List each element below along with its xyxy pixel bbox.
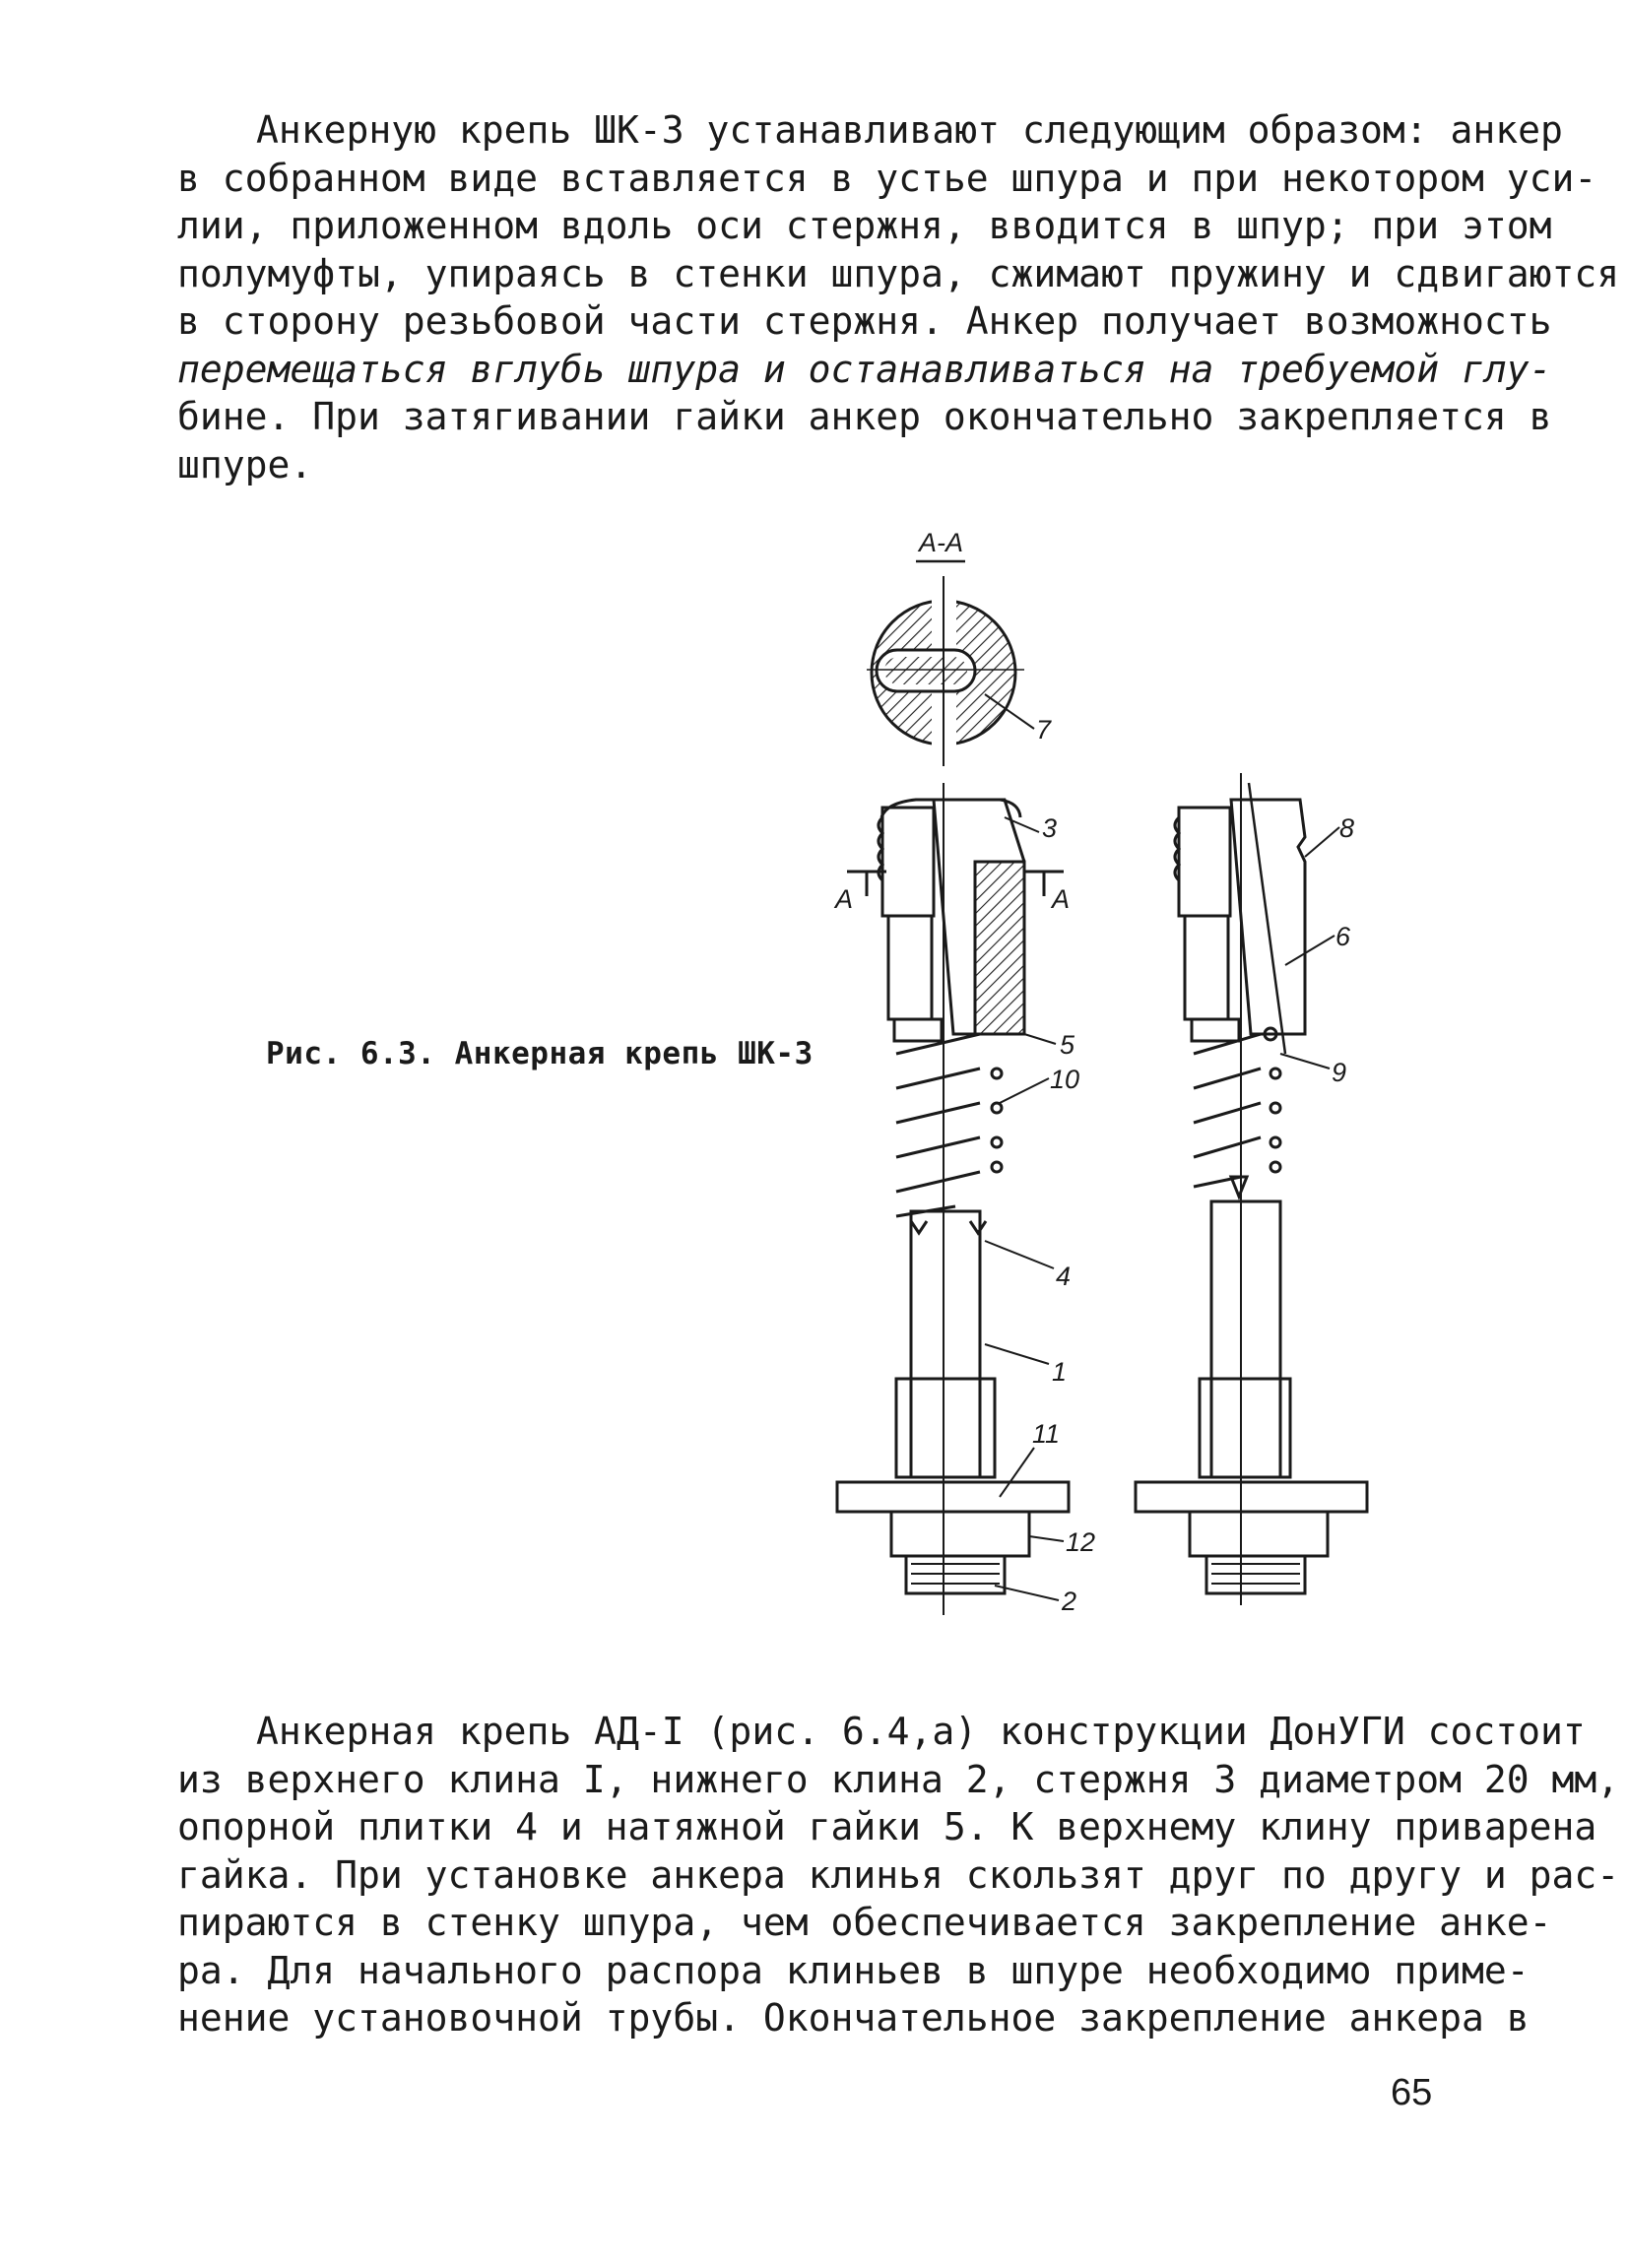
cut-marks <box>833 872 1070 914</box>
text-line: полумуфты, упираясь в стенки шпура, сжимают пружину и сдвигаются <box>177 251 1620 295</box>
text-line: из верхнего клина I, нижнего клина 2, стержня 3 диаметром 20 мм, <box>177 1757 1620 1801</box>
callout-10: 10 <box>1050 1065 1080 1094</box>
text-line: Анкерную крепь ШК-3 устанавливают следующим образом: анкер <box>256 108 1563 152</box>
callout-3: 3 <box>1042 813 1058 843</box>
section-label: А-А <box>919 528 964 557</box>
figure-caption: Рис. 6.3. Анкерная крепь ШК-3 <box>266 1036 814 1071</box>
text-line: нение установочной трубы. Окончательное закрепление анкера в <box>177 1996 1530 2040</box>
text-line: ра. Для начального распора клиньев в шпуре необходимо приме- <box>177 1948 1530 1992</box>
callout-11: 11 <box>1032 1419 1061 1449</box>
section-a-a <box>867 528 1052 766</box>
text-line: пираются в стенку шпура, чем обеспечивается закрепление анке- <box>177 1901 1552 1944</box>
paragraph-2 <box>177 1708 1620 2042</box>
text-line: в собранном виде вставляется в устье шпура и при некотором уси- <box>177 156 1597 200</box>
text-line: Анкерная крепь АД-I (рис. 6.4,а) конструкции ДонУГИ состоит <box>256 1710 1586 1753</box>
right-anchor <box>1136 800 1367 1593</box>
right-wedge-line <box>1249 783 1285 1054</box>
callout-4: 4 <box>1056 1262 1072 1291</box>
callout-9: 9 <box>1332 1058 1347 1087</box>
callout-1: 1 <box>1052 1357 1068 1387</box>
text-line: шпуре. <box>177 442 313 486</box>
paragraph-1 <box>177 106 1620 488</box>
page-number: 65 <box>1391 2072 1433 2113</box>
text-line: перемещаться вглубь шпура и останавливаться на требуемой глу- <box>177 347 1552 391</box>
callout-2: 2 <box>1062 1587 1077 1616</box>
text-line: в сторону резьбовой части стержня. Анкер получает возможность <box>177 299 1552 343</box>
text-line: гайка. При установке анкера клинья скользят друг по другу и рас- <box>177 1852 1620 1897</box>
callout-12: 12 <box>1066 1527 1096 1557</box>
cut-mark-left: А <box>835 884 854 914</box>
callout-7: 7 <box>1036 715 1052 745</box>
text-line: бине. При затягивании гайки анкер окончательно закрепляется в <box>177 395 1552 438</box>
cut-mark-right: А <box>1052 884 1071 914</box>
anchor-figure <box>827 522 1458 1630</box>
callout-5: 5 <box>1060 1030 1075 1060</box>
callout-8: 8 <box>1339 813 1355 843</box>
text-line: лии, приложенном вдоль оси стержня, вводится в шпур; при этом <box>177 204 1552 247</box>
left-anchor <box>837 800 1072 1593</box>
text-line: опорной плитки 4 и натяжной гайки 5. К верхнему клину приварена <box>177 1805 1597 1848</box>
callout-6: 6 <box>1335 922 1351 951</box>
